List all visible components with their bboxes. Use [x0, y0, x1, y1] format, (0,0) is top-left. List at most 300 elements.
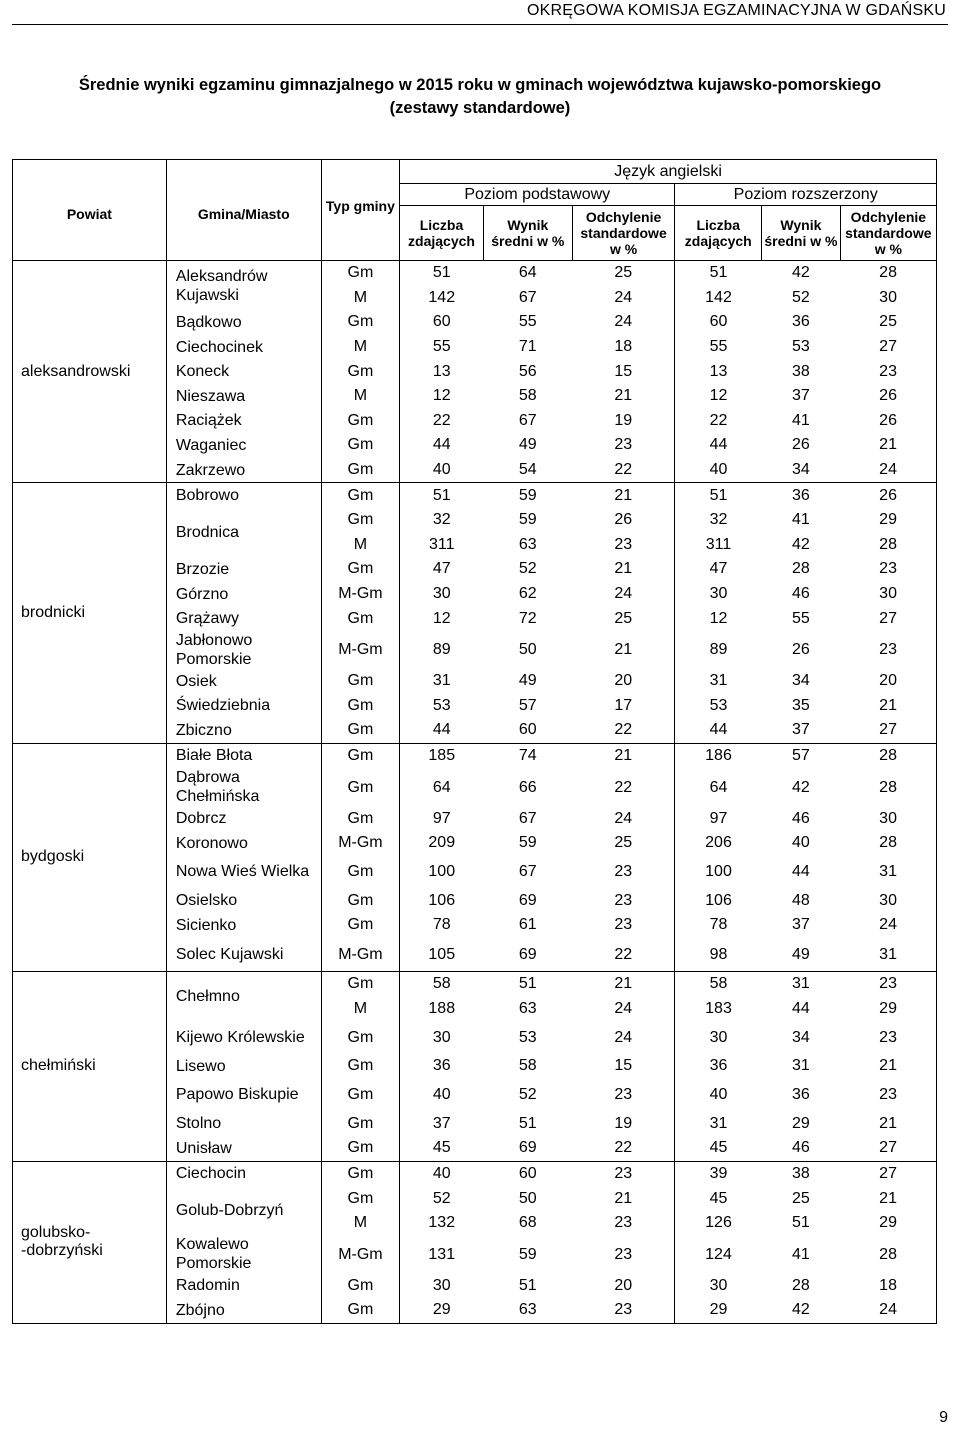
value-cell: 26	[792, 641, 810, 659]
value-cell: 59	[518, 1245, 537, 1263]
typ-cell: Gm	[321, 557, 399, 582]
value-cell: 42	[792, 535, 810, 553]
value-cell: 60	[709, 313, 728, 331]
gmina-cell: Grążawy	[166, 606, 321, 631]
value-cell: 131	[400, 1235, 484, 1273]
value-cell: 13	[709, 362, 728, 380]
value-cell: 59	[518, 486, 537, 504]
powiat-label: brodnicki	[21, 604, 86, 622]
typ-cell: M	[321, 286, 399, 311]
value-cell: 19	[572, 409, 675, 434]
value-cell: 52	[518, 1086, 537, 1104]
value-cell: 47	[709, 560, 728, 578]
organization-header: OKRĘGOWA KOMISJA EGZAMINACYJNA W GDAŃSKU	[526, 2, 946, 19]
value-cell: 21	[572, 971, 675, 996]
header-sd-basic: Odchylenie standardowe w %	[572, 206, 675, 261]
value-cell: 142	[705, 288, 732, 306]
value-cell: 30	[400, 582, 484, 607]
header-extended: Poziom rozszerzony	[675, 184, 937, 206]
table-row	[13, 261, 937, 286]
typ-cell: Gm	[321, 409, 399, 434]
powiat-label: chełmiński	[21, 1057, 96, 1075]
gmina-cell: Lisewo	[166, 1054, 321, 1079]
header-mean-basic: Wynik średni w %	[483, 206, 572, 261]
value-cell: 22	[572, 1136, 675, 1161]
value-cell: 23	[572, 433, 675, 458]
gmina-cell: Białe Błota	[166, 743, 321, 768]
powiat-cell	[13, 483, 167, 743]
typ-cell: M	[321, 533, 399, 558]
value-cell: 51	[792, 1214, 810, 1232]
value-cell: 26	[572, 508, 675, 533]
value-cell: 23	[840, 971, 936, 996]
gmina-cell: Brzozie	[166, 557, 321, 582]
value-cell: 23	[840, 1021, 936, 1054]
typ-cell: Gm	[321, 310, 399, 335]
value-cell: 35	[792, 696, 810, 714]
typ-cell: Gm	[321, 694, 399, 719]
value-cell: 78	[709, 916, 728, 934]
value-cell: 25	[840, 310, 936, 335]
value-cell: 21	[840, 694, 936, 719]
value-cell: 186	[705, 746, 732, 764]
value-cell: 49	[762, 938, 840, 972]
value-cell: 23	[572, 1211, 675, 1236]
value-cell: 34	[792, 1028, 810, 1046]
typ-cell: Gm	[321, 458, 399, 483]
value-cell: 100	[400, 855, 484, 888]
header-count-basic: Liczba zdających	[400, 206, 484, 261]
value-cell: 24	[840, 1298, 936, 1323]
value-cell: 31	[840, 855, 936, 888]
typ-cell: Gm	[321, 971, 399, 996]
value-cell: 44	[709, 436, 728, 454]
value-cell: 142	[400, 286, 484, 311]
value-cell: 40	[709, 1086, 728, 1104]
value-cell: 24	[572, 310, 675, 335]
typ-cell: Gm	[321, 855, 399, 888]
value-cell: 30	[709, 585, 728, 603]
powiat-label: bydgoski	[21, 848, 85, 866]
value-cell: 69	[518, 891, 537, 909]
value-cell: 42	[792, 264, 810, 282]
results-table	[12, 159, 937, 1324]
gmina-cell: Golub-Dobrzyń	[166, 1186, 321, 1235]
powiat-cell	[13, 743, 167, 971]
value-cell: 36	[709, 1057, 728, 1075]
gmina-cell: Radomin	[166, 1273, 321, 1298]
value-cell: 23	[840, 1078, 936, 1111]
value-cell: 20	[572, 669, 675, 694]
value-cell: 40	[400, 1078, 484, 1111]
value-cell: 22	[572, 938, 675, 972]
value-cell: 51	[518, 1114, 537, 1132]
value-cell: 27	[840, 718, 936, 743]
value-cell: 23	[572, 913, 675, 938]
value-cell: 23	[572, 1078, 675, 1111]
value-cell: 41	[792, 511, 810, 529]
value-cell: 38	[792, 362, 810, 380]
value-cell: 53	[400, 694, 484, 719]
value-cell: 52	[400, 1186, 484, 1211]
value-cell: 28	[792, 1276, 810, 1294]
powiat-label: golubsko-	[21, 1224, 91, 1242]
value-cell: 25	[792, 1189, 810, 1207]
gmina-cell: Kowalewo Pomorskie	[166, 1235, 321, 1273]
value-cell: 30	[400, 1021, 484, 1054]
value-cell: 22	[400, 409, 484, 434]
value-cell: 44	[400, 433, 484, 458]
value-cell: 27	[840, 1161, 936, 1186]
typ-cell: Gm	[321, 1161, 399, 1186]
table-row	[13, 743, 937, 768]
value-cell: 49	[518, 436, 537, 454]
typ-cell: Gm	[321, 1136, 399, 1161]
value-cell: 57	[518, 696, 537, 714]
value-cell: 23	[572, 1161, 675, 1186]
header-mean-ext: Wynik średni w %	[762, 206, 840, 261]
gmina-cell: Bobrowo	[166, 483, 321, 508]
value-cell: 124	[705, 1245, 732, 1263]
value-cell: 71	[518, 338, 537, 356]
value-cell: 31	[709, 672, 728, 690]
value-cell: 55	[400, 335, 484, 360]
value-cell: 27	[840, 1136, 936, 1161]
value-cell: 45	[709, 1189, 728, 1207]
typ-cell: Gm	[321, 483, 399, 508]
value-cell: 46	[792, 809, 810, 827]
gmina-cell: Stolno	[166, 1111, 321, 1136]
typ-cell: Gm	[321, 1054, 399, 1079]
header-subject: Język angielski	[400, 160, 937, 184]
value-cell: 53	[792, 338, 810, 356]
value-cell: 30	[709, 1028, 728, 1046]
gmina-cell: Papowo Biskupie	[166, 1078, 321, 1111]
value-cell: 31	[792, 974, 810, 992]
header-gmina: Gmina/Miasto	[166, 160, 321, 261]
value-cell: 30	[400, 1273, 484, 1298]
value-cell: 23	[572, 855, 675, 888]
value-cell: 54	[483, 458, 572, 483]
value-cell: 126	[705, 1214, 732, 1232]
value-cell: 22	[572, 768, 675, 806]
value-cell: 23	[572, 1235, 675, 1273]
value-cell: 32	[400, 508, 484, 533]
value-cell: 27	[840, 606, 936, 631]
value-cell: 97	[400, 806, 484, 831]
value-cell: 185	[400, 743, 484, 768]
value-cell: 42	[792, 778, 810, 796]
typ-cell: M	[321, 996, 399, 1021]
typ-cell: M-Gm	[321, 938, 399, 972]
value-cell: 188	[400, 996, 484, 1021]
value-cell: 51	[518, 1276, 537, 1294]
value-cell: 68	[518, 1214, 537, 1232]
gmina-cell: Świedziebnia	[166, 694, 321, 719]
value-cell: 311	[400, 533, 484, 558]
value-cell: 23	[840, 359, 936, 384]
value-cell: 51	[400, 483, 484, 508]
value-cell: 28	[840, 533, 936, 558]
gmina-cell: Dobrcz	[166, 806, 321, 831]
value-cell: 50	[518, 1189, 537, 1207]
header-sd-ext: Odchylenie standardowe w %	[840, 206, 936, 261]
gmina-cell: Dąbrowa Chełmińska	[166, 768, 321, 806]
typ-cell: Gm	[321, 359, 399, 384]
value-cell: 30	[840, 888, 936, 913]
value-cell: 78	[400, 913, 484, 938]
value-cell: 24	[572, 996, 675, 1021]
value-cell: 97	[709, 809, 728, 827]
typ-cell: M	[321, 335, 399, 360]
value-cell: 45	[400, 1136, 484, 1161]
value-cell: 63	[483, 1298, 572, 1323]
value-cell: 72	[518, 609, 537, 627]
value-cell: 29	[840, 1211, 936, 1236]
typ-cell: Gm	[321, 669, 399, 694]
value-cell: 47	[400, 557, 484, 582]
value-cell: 22	[572, 718, 675, 743]
value-cell: 183	[705, 999, 732, 1017]
powiat-cell	[13, 1161, 167, 1323]
gmina-cell: Raciążek	[166, 409, 321, 434]
value-cell: 41	[792, 1245, 810, 1263]
value-cell: 51	[400, 261, 484, 286]
value-cell: 23	[572, 888, 675, 913]
value-cell: 22	[572, 458, 675, 483]
value-cell: 209	[400, 831, 484, 856]
value-cell: 36	[400, 1054, 484, 1079]
value-cell: 60	[518, 1164, 537, 1182]
typ-cell: Gm	[321, 433, 399, 458]
typ-cell: Gm	[321, 1078, 399, 1111]
value-cell: 18	[840, 1273, 936, 1298]
value-cell: 37	[792, 916, 810, 934]
gmina-cell: Chełmno	[166, 971, 321, 1021]
value-cell: 44	[400, 718, 484, 743]
value-cell: 26	[840, 409, 936, 434]
value-cell: 24	[572, 286, 675, 311]
powiat-cell	[13, 261, 167, 483]
value-cell: 66	[518, 778, 537, 796]
value-cell: 36	[792, 313, 810, 331]
value-cell: 24	[572, 1021, 675, 1054]
value-cell: 26	[792, 436, 810, 454]
value-cell: 15	[572, 1054, 675, 1079]
value-cell: 21	[840, 1186, 936, 1211]
page-title	[0, 74, 960, 120]
typ-cell: Gm	[321, 718, 399, 743]
value-cell: 21	[572, 1186, 675, 1211]
value-cell: 64	[518, 264, 537, 282]
value-cell: 51	[518, 974, 537, 992]
gmina-cell: Kijewo Królewskie	[166, 1021, 321, 1054]
value-cell: 29	[840, 996, 936, 1021]
value-cell: 42	[762, 1298, 840, 1323]
value-cell: 24	[572, 806, 675, 831]
typ-cell: Gm	[321, 913, 399, 938]
value-cell: 12	[709, 609, 728, 627]
value-cell: 44	[675, 718, 762, 743]
gmina-cell: Brodnica	[166, 508, 321, 557]
value-cell: 31	[400, 669, 484, 694]
gmina-cell: Unisław	[166, 1136, 321, 1161]
value-cell: 52	[518, 560, 537, 578]
gmina-cell: Waganiec	[166, 433, 321, 458]
value-cell: 36	[792, 1086, 810, 1104]
value-cell: 74	[518, 746, 537, 764]
value-cell: 59	[518, 834, 537, 852]
value-cell: 34	[762, 458, 840, 483]
value-cell: 28	[840, 1235, 936, 1273]
value-cell: 22	[709, 411, 728, 429]
typ-cell: Gm	[321, 1186, 399, 1211]
value-cell: 17	[572, 694, 675, 719]
gmina-cell: Zbiczno	[166, 718, 321, 743]
value-cell: 26	[840, 483, 936, 508]
value-cell: 53	[709, 696, 728, 714]
value-cell: 21	[572, 483, 675, 508]
value-cell: 89	[400, 631, 484, 669]
gmina-cell: Zbójno	[166, 1298, 321, 1323]
value-cell: 48	[792, 891, 810, 909]
value-cell: 57	[792, 746, 810, 764]
typ-cell: M-Gm	[321, 582, 399, 607]
value-cell: 58	[518, 1057, 537, 1075]
gmina-cell: Koronowo	[166, 831, 321, 856]
value-cell: 100	[705, 863, 732, 881]
header-powiat: Powiat	[13, 160, 167, 261]
header-count-ext: Liczba zdających	[675, 206, 762, 261]
value-cell: 23	[840, 631, 936, 669]
value-cell: 50	[518, 641, 537, 659]
value-cell: 28	[840, 768, 936, 806]
value-cell: 46	[762, 1136, 840, 1161]
value-cell: 58	[400, 971, 484, 996]
gmina-cell: Osiek	[166, 669, 321, 694]
value-cell: 49	[518, 672, 537, 690]
value-cell: 20	[840, 669, 936, 694]
value-cell: 36	[792, 486, 810, 504]
value-cell: 40	[792, 834, 810, 852]
value-cell: 58	[709, 974, 728, 992]
value-cell: 206	[705, 834, 732, 852]
value-cell: 64	[400, 768, 484, 806]
typ-cell: M	[321, 1211, 399, 1236]
table-body	[13, 261, 937, 1324]
value-cell: 20	[572, 1273, 675, 1298]
value-cell: 45	[675, 1136, 762, 1161]
header-rule	[12, 24, 948, 25]
value-cell: 19	[572, 1111, 675, 1136]
value-cell: 21	[840, 1054, 936, 1079]
value-cell: 38	[792, 1164, 810, 1182]
value-cell: 44	[792, 999, 810, 1017]
typ-cell: M-Gm	[321, 631, 399, 669]
typ-cell: M-Gm	[321, 1235, 399, 1273]
value-cell: 67	[518, 809, 537, 827]
title-line-2: (zestawy standardowe)	[389, 99, 571, 117]
value-cell: 40	[400, 458, 484, 483]
gmina-cell: Solec Kujawski	[166, 938, 321, 972]
value-cell: 28	[840, 831, 936, 856]
gmina-cell: Ciechocin	[166, 1161, 321, 1186]
title-line-1: Średnie wyniki egzaminu gimnazjalnego w 2015 roku w gminach województwa kujawsko-pomorskiego	[78, 76, 882, 94]
value-cell: 21	[572, 743, 675, 768]
value-cell: 21	[572, 631, 675, 669]
value-cell: 29	[675, 1298, 762, 1323]
value-cell: 58	[518, 387, 537, 405]
typ-cell: Gm	[321, 1111, 399, 1136]
gmina-cell: Jabłonowo Pomorskie	[166, 631, 321, 669]
value-cell: 30	[840, 286, 936, 311]
value-cell: 12	[400, 606, 484, 631]
value-cell: 28	[840, 743, 936, 768]
value-cell: 51	[709, 486, 728, 504]
value-cell: 28	[840, 261, 936, 286]
typ-cell: M	[321, 384, 399, 409]
page-number: 9	[939, 1409, 948, 1426]
value-cell: 69	[483, 1136, 572, 1161]
value-cell: 63	[518, 535, 537, 553]
value-cell: 23	[840, 557, 936, 582]
value-cell: 24	[572, 582, 675, 607]
value-cell: 31	[792, 1057, 810, 1075]
value-cell: 67	[518, 288, 537, 306]
value-cell: 311	[705, 535, 732, 553]
value-cell: 59	[518, 511, 537, 529]
value-cell: 132	[400, 1211, 484, 1236]
value-cell: 30	[840, 582, 936, 607]
table-row	[13, 1161, 937, 1186]
value-cell: 12	[400, 384, 484, 409]
value-cell: 25	[572, 261, 675, 286]
typ-cell: Gm	[321, 1273, 399, 1298]
value-cell: 41	[792, 411, 810, 429]
typ-cell: Gm	[321, 806, 399, 831]
value-cell: 37	[792, 387, 810, 405]
value-cell: 60	[400, 310, 484, 335]
value-cell: 64	[709, 778, 728, 796]
typ-cell: Gm	[321, 508, 399, 533]
value-cell: 53	[518, 1028, 537, 1046]
value-cell: 63	[518, 999, 537, 1017]
typ-cell: Gm	[321, 743, 399, 768]
value-cell: 60	[483, 718, 572, 743]
table-row	[13, 971, 937, 996]
value-cell: 46	[792, 585, 810, 603]
gmina-cell: Osielsko	[166, 888, 321, 913]
value-cell: 67	[518, 863, 537, 881]
powiat-label: aleksandrowski	[21, 362, 131, 380]
typ-cell: Gm	[321, 261, 399, 286]
value-cell: 69	[483, 938, 572, 972]
value-cell: 105	[400, 938, 484, 972]
value-cell: 56	[518, 362, 537, 380]
value-cell: 25	[572, 606, 675, 631]
value-cell: 89	[709, 641, 728, 659]
value-cell: 52	[792, 288, 810, 306]
value-cell: 31	[840, 938, 936, 972]
value-cell: 32	[709, 511, 728, 529]
value-cell: 61	[518, 916, 537, 934]
table-row	[13, 483, 937, 508]
value-cell: 44	[792, 863, 810, 881]
value-cell: 25	[572, 831, 675, 856]
value-cell: 34	[792, 672, 810, 690]
value-cell: 21	[572, 384, 675, 409]
value-cell: 23	[572, 1298, 675, 1323]
